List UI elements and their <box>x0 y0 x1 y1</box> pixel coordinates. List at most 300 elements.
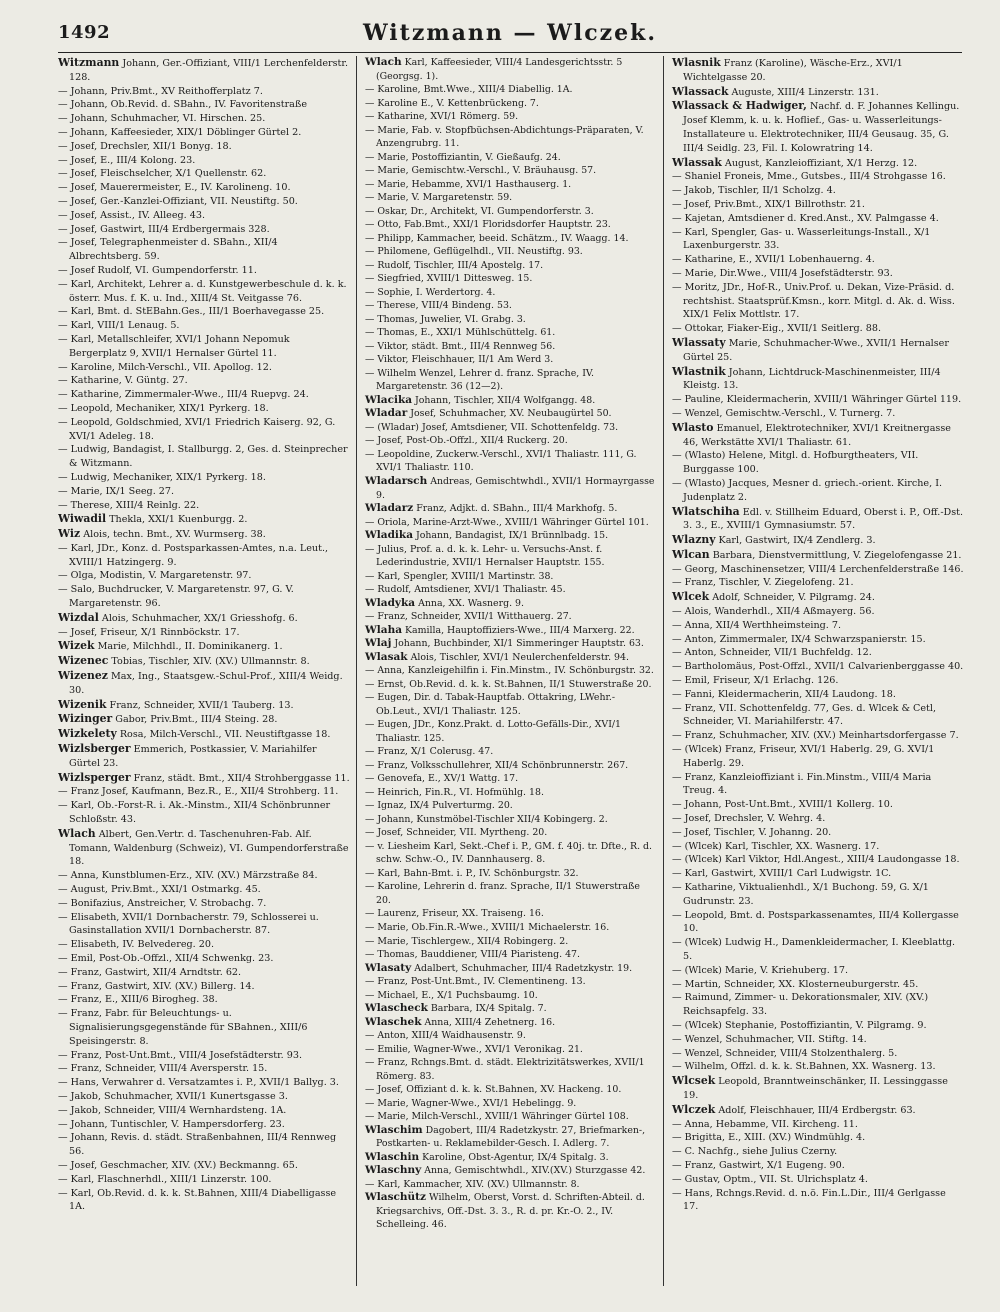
entry-text: — Jakob, Schneider, VIII/4 Wernhardsteng. 1A. <box>58 1104 287 1116</box>
entry-text: — Franz, E., XIII/6 Birogheg. 38. <box>58 994 218 1006</box>
directory-entry <box>58 305 350 319</box>
entry-text: — Marie, Fab. v. Stopfbüchsen-Abdichtungs-Präparaten, V. Anzengrubrg. 11. <box>365 124 644 150</box>
directory-entry <box>672 590 964 605</box>
directory-entry <box>58 209 350 223</box>
directory-entry <box>365 867 657 881</box>
entry-surname: Wlcek <box>672 590 710 604</box>
entry-text: Franz, Schneider, XVII/1 Tauberg. 13. <box>109 699 294 711</box>
directory-entry <box>58 319 350 333</box>
directory-entry <box>365 191 657 205</box>
entry-text: — Gustav, Optm., VII. St. Ulrichsplatz 4. <box>672 1173 868 1185</box>
entry-text: — Thomas, E., XXI/1 Mühlschüttelg. 61. <box>365 327 556 339</box>
entry-surname: Wlcan <box>672 547 710 561</box>
entry-surname: Wiz <box>58 527 81 541</box>
entry-text: — Emilie, Wagner-Wwe., XVI/1 Veronikag. 21. <box>365 1043 583 1055</box>
directory-entry <box>58 827 350 869</box>
page-header <box>58 20 962 54</box>
entry-text: Karl, Gastwirt, IX/4 Zendlerg. 3. <box>718 535 876 547</box>
directory-entry <box>672 421 964 450</box>
entry-text: — Karl, JDr., Konz. d. Postsparkassen-Amtes, n.a. Leut., XVIII/1 Hatzingerg. 9. <box>58 542 329 568</box>
entry-text: — Josef, Post-Ob.-Offzl., XII/4 Ruckerg. 20. <box>365 435 568 447</box>
directory-entry <box>58 712 350 727</box>
directory-entry <box>58 993 350 1007</box>
directory-entry <box>58 236 350 264</box>
entry-surname: Wladarz <box>365 502 414 515</box>
entry-text: — Philipp, Kammacher, beeid. Schätzm., IV. Waagg. 14. <box>365 232 629 244</box>
entry-text: — Franz, Rchngs.Bmt. d. städt. Elektrizitätswerkes, XVII/1 Römerg. 83. <box>365 1057 645 1082</box>
directory-entry <box>58 869 350 883</box>
directory-entry <box>365 759 657 773</box>
entry-text: — Bonifazius, Anstreicher, V. Strobachg. 7. <box>58 897 267 909</box>
entry-text: — Karl, Metallschleifer, XVI/1 Johann Nepomuk Bergerplatz 9, XVII/1 Hernalser Gürtel 11. <box>58 333 290 359</box>
entry-text: — (Wlasto) Jacques, Mesner d. griech.-orient. Kirche, I. Judenplatz 2. <box>672 477 943 503</box>
directory-entry <box>365 56 657 83</box>
directory-entry <box>58 98 350 112</box>
directory-entry <box>672 688 964 702</box>
entry-text: — Josef, Assist., IV. Alleeg. 43. <box>58 209 206 221</box>
entry-text: — Oskar, Dr., Architekt, VI. Gumpendorferstr. 3. <box>365 205 594 217</box>
entry-surname: Wizkelety <box>58 727 117 741</box>
entry-text: — Katharine, Viktualienhdl., X/1 Buchong. 59, G. X/1 Gudrunstr. 23. <box>672 882 929 907</box>
entry-text: — Franz, Post-Unt.Bmt., IV. Clementineng. 13. <box>365 976 586 988</box>
directory-entry <box>672 393 964 407</box>
entry-text: — August, Priv.Bmt., XXI/1 Ostmarkg. 45. <box>58 884 261 896</box>
entry-text: — Johann, Schuhmacher, VI. Hirschen. 25. <box>58 113 266 125</box>
entry-text: Anna, Gemischtwhdl., XIV.(XV.) Sturzgasse 42. <box>424 1165 646 1177</box>
entry-text: Tobias, Tischler, XIV. (XV.) Ullmannstr. 8. <box>111 656 310 668</box>
entry-text: — Raimund, Zimmer- u. Dekorationsmaler, XIV. (XV.) Reichsapfelg. 33. <box>672 992 929 1018</box>
directory-entry <box>672 1145 964 1159</box>
entry-text: — Josef, Schneider, VII. Myrtheng. 20. <box>365 827 548 839</box>
directory-entry <box>58 799 350 827</box>
directory-entry <box>58 181 350 195</box>
entry-surname: Wlaschütz <box>365 1191 426 1204</box>
entry-text: — Franz, Volksschullehrer, XII/4 Schönbrunnerstr. 267. <box>365 759 629 771</box>
entry-surname: Witzmann <box>58 56 120 69</box>
entry-text: — Karl, Architekt, Lehrer a. d. Kunstgewerbeschule d. k. k. österr. Mus. f. K. u. Ind., XIII/4 St. Veitgasse 76. <box>58 278 347 304</box>
directory-entry <box>365 475 657 502</box>
directory-entry <box>672 533 964 548</box>
directory-entry <box>365 407 657 421</box>
entry-text: Dagobert, III/4 Radetzkystr. 27, Briefmarken-, Postkarten- u. Reklamebilder-Gesch. I. Adlerg. 7. <box>376 1124 646 1150</box>
entry-text: — Marie, Milch-Verschl., XVIII/1 Währinger Gürtel 108. <box>365 1111 629 1123</box>
directory-entry <box>365 448 657 475</box>
directory-entry <box>365 178 657 192</box>
entry-text: — v. Liesheim Karl, Sekt.-Chef i. P., GM. f. 40j. tr. Dfte., R. d. schw. Schw.-O., IV. Dannhauserg. 8. <box>365 840 653 866</box>
entry-text: — Marie, Postoffiziantin, V. Gießaufg. 24. <box>365 151 561 163</box>
entry-surname: Wizenez <box>58 669 108 683</box>
directory-entry <box>365 164 657 178</box>
entry-text: — Anna, Hebamme, VII. Kircheng. 11. <box>672 1118 858 1130</box>
entry-text: — Karoline E., V. Kettenbrückeng. 7. <box>365 97 539 109</box>
entry-text: — Leopold, Goldschmied, XVI/1 Friedrich Kaiserg. 92, G. XVI/1 Adeleg. 18. <box>58 416 336 442</box>
directory-entry <box>58 1131 350 1159</box>
entry-text: — Otto, Fab.Bmt., XXI/1 Floridsdorfer Hauptstr. 23. <box>365 219 611 231</box>
directory-entry <box>672 936 964 964</box>
entry-text: — Franz, Gastwirt, XII/4 Arndtstr. 62. <box>58 966 242 978</box>
directory-entry <box>365 353 657 367</box>
entry-text: — Leopoldine, Zuckerw.-Verschl., XVI/1 Thaliastr. 111, G. XVI/1 Thaliastr. 110. <box>365 448 637 474</box>
entry-surname: Wladyka <box>365 596 416 609</box>
directory-entry <box>672 1118 964 1132</box>
directory-entry <box>365 313 657 327</box>
entry-text: Barbara, IX/4 Spitalg. 7. <box>430 1003 547 1015</box>
entry-text: — Thomas, Bauddiener, VIII/4 Piaristeng. 47. <box>365 949 580 961</box>
directory-entry <box>672 563 964 577</box>
entry-text: — Josef, Friseur, X/1 Rinnböckstr. 17. <box>58 626 240 638</box>
entry-surname: Wlassaty <box>672 335 726 349</box>
entry-text: — Heinrich, Fin.R., VI. Hofmühlg. 18. <box>365 786 544 798</box>
directory-entry <box>365 664 657 678</box>
entry-text: — Karl, Ob.Revid. d. k. k. St.Bahnen, XIII/4 Diabelligasse 1A. <box>58 1187 337 1213</box>
entry-text: — Viktor, städt. Bmt., III/4 Rennweg 56. <box>365 340 556 352</box>
entry-text: — Franz, Gastwirt, X/1 Eugeng. 90. <box>672 1159 845 1171</box>
directory-entry <box>672 964 964 978</box>
entry-text: — Emil, Friseur, X/1 Erlachg. 126. <box>672 675 839 687</box>
directory-entry <box>58 1062 350 1076</box>
directory-entry <box>365 97 657 111</box>
directory-entry <box>58 654 350 669</box>
entry-text: — Johann, Priv.Bmt., XV Reithofferplatz 7. <box>58 85 263 97</box>
directory-entry <box>672 867 964 881</box>
entry-text: — Ignaz, IX/4 Pulverturmg. 20. <box>365 800 513 812</box>
directory-entry <box>58 195 350 209</box>
entry-text: — Franz, Fabr. für Beleuchtungs- u. Signalisierungsgegenstände für SBahnen., XIII/6 Speisingerstr. 8. <box>58 1008 308 1047</box>
entry-text: — Josef, Drechsler, V. Wehrg. 4. <box>672 813 826 825</box>
entry-text: — Josef, Tischler, V. Johanng. 20. <box>672 826 832 838</box>
entry-text: Gabor, Priv.Bmt., III/4 Steing. 28. <box>115 714 278 726</box>
directory-entry <box>58 56 350 85</box>
entry-text: Alois, Tischler, XVI/1 Neulerchenfelderstr. 94. <box>410 651 629 663</box>
entry-text: Alois, Schuhmacher, XX/1 Griesshofg. 6. <box>101 612 298 624</box>
directory-entry <box>365 799 657 813</box>
entry-text: — Marie, Hebamme, XVI/1 Hasthauserg. 1. <box>365 178 572 190</box>
entry-text: August, Kanzleioffiziant, X/1 Herzg. 12. <box>724 157 918 169</box>
entry-text: — Franz, Tischler, V. Ziegelofeng. 21. <box>672 577 854 589</box>
directory-entry <box>672 267 964 281</box>
entry-text: Johann, Buchbinder, XI/1 Simmeringer Hauptstr. 63. <box>394 638 644 650</box>
entry-text: — Karl, Spengler, XVIII/1 Martinstr. 38. <box>365 570 554 582</box>
directory-entry <box>58 639 350 654</box>
directory-entry <box>58 542 350 570</box>
entry-surname: Wladarsch <box>365 474 428 487</box>
entry-text: Johann, Ger.-Offiziant, VIII/1 Lerchenfelderstr. 128. <box>69 58 348 83</box>
entry-text: Andreas, Gemischtwhdl., XVII/1 Hormayrgasse 9. <box>376 475 655 501</box>
entry-text: — Anton, Schneider, VII/1 Buchfeldg. 12. <box>672 647 872 659</box>
directory-entry <box>365 691 657 718</box>
directory-entry <box>58 154 350 168</box>
entry-text: Johann, Bandagist, IX/1 Brünnlbadg. 15. <box>415 530 609 542</box>
directory-entry <box>672 281 964 322</box>
entry-text: — Josef, Fleischselcher, X/1 Quellenstr. 62. <box>58 168 267 180</box>
directory-entry <box>672 184 964 198</box>
directory-entry <box>672 85 964 100</box>
entry-text: — Josef, Drechsler, XII/1 Bonyg. 18. <box>58 140 232 152</box>
entry-text: — Hans, Verwahrer d. Versatzamtes i. P., XVII/1 Ballyg. 3. <box>58 1077 339 1089</box>
entry-text: — Josef, Ger.-Kanzlei-Offiziant, VII. Neustiftg. 50. <box>58 195 298 207</box>
directory-entry <box>672 156 964 171</box>
directory-entry <box>365 1056 657 1083</box>
directory-entry <box>365 718 657 745</box>
directory-entry <box>672 826 964 840</box>
directory-entry <box>58 443 350 471</box>
column-right <box>663 56 970 1286</box>
entry-text: — Johann, Kunstmöbel-Tischler XII/4 Kobingerg. 2. <box>365 813 608 825</box>
entry-text: — Anton, XIII/4 Waidhausenstr. 9. <box>365 1030 526 1042</box>
directory-entry <box>365 570 657 584</box>
entry-text: — Johann, Ob.Revid. d. SBahn., IV. Favoritenstraße <box>58 99 307 111</box>
entry-surname: Wlcsek <box>672 1074 716 1088</box>
entry-text: — Wilhelm, Offzl. d. k. k. St.Bahnen, XX. Wasnerg. 13. <box>672 1061 936 1073</box>
directory-entry <box>672 991 964 1019</box>
directory-entry <box>672 646 964 660</box>
directory-entry <box>365 772 657 786</box>
entry-text: — Josef, Priv.Bmt., XIX/1 Billrothstr. 21. <box>672 198 865 210</box>
entry-text: — Viktor, Fleischhauer, II/1 Am Werd 3. <box>365 354 554 366</box>
entry-text: — Elisabeth, IV. Belvedereg. 20. <box>58 939 214 951</box>
entry-text: — Jakob, Schuhmacher, XVII/1 Kunertsgasse 3. <box>58 1090 288 1102</box>
entry-text: — Karl, Bahn-Bmt. i. P., IV. Schönburgstr. 32. <box>365 867 579 879</box>
directory-entry <box>672 798 964 812</box>
directory-entry <box>58 126 350 140</box>
entry-text: — Hans, Rchngs.Revid. d. n.ö. Fin.L.Dir., III/4 Gerlgasse 17. <box>672 1187 946 1213</box>
entry-text: Marie, Milchhdl., II. Dominikanerg. 1. <box>97 641 283 653</box>
directory-entry <box>58 512 350 527</box>
directory-entry <box>58 771 350 786</box>
directory-entry <box>365 245 657 259</box>
directory-entry <box>672 253 964 267</box>
entry-text: Edl. v. Stillheim Eduard, Oberst i. P., Off.-Dst. 3. 3., E., XVIII/1 Gymnasiumstr. 57. <box>683 506 964 532</box>
entry-text: — Eugen, JDr., Konz.Prakt. d. Lotto-Gefälls-Dir., XVI/1 Thaliastr. 125. <box>365 719 622 744</box>
entry-text: — Ottokar, Fiaker-Eig., XVII/1 Seitlerg. 88. <box>672 323 882 335</box>
entry-text: Johann, Tischler, XII/4 Wolfgangg. 48. <box>415 394 596 406</box>
directory-entry <box>58 85 350 99</box>
entry-surname: Wiwadil <box>58 512 107 526</box>
entry-text: — Oriola, Marine-Arzt-Wwe., XVIII/1 Währinger Gürtel 101. <box>365 516 649 528</box>
entry-text: — Sophie, I. Werdertorg. 4. <box>365 286 496 298</box>
directory-entry <box>672 619 964 633</box>
entry-text: — Karoline, Bmt.Wwe., XIII/4 Diabellig. 1A. <box>365 84 573 96</box>
directory-entry <box>365 232 657 246</box>
directory-entry <box>365 583 657 597</box>
entry-text: Franz, städt. Bmt., XII/4 Strohberggasse 11. <box>133 772 350 784</box>
entry-text: — (Wlcek) Stephanie, Postoffiziantin, V. Pilgramg. 9. <box>672 1019 927 1031</box>
directory-entry <box>58 966 350 980</box>
entry-text: — Franz, Schneider, VIII/4 Aversperstr. 15. <box>58 1063 268 1075</box>
entry-text: — Johann, Tuntischler, V. Hampersdorferg. 23. <box>58 1118 285 1130</box>
entry-surname: Wizdal <box>58 610 99 624</box>
directory-entry <box>365 286 657 300</box>
header-rule <box>58 52 962 53</box>
directory-entry <box>58 264 350 278</box>
directory-entry <box>672 853 964 867</box>
entry-text: — Rudolf, Amtsdiener, XVI/1 Thaliastr. 45. <box>365 584 566 596</box>
entry-text: — Leopold, Bmt. d. Postsparkassenamtes, III/4 Kollergasse 10. <box>672 909 959 935</box>
directory-entry <box>58 583 350 611</box>
entry-text: — Marie, Dir.Wwe., VIII/4 Josefstädterstr. 93. <box>672 267 893 279</box>
directory-entry <box>365 1124 657 1151</box>
directory-entry <box>672 1173 964 1187</box>
directory-entry <box>58 374 350 388</box>
entry-text: — Ludwig, Mechaniker, XIX/1 Pyrkerg. 18. <box>58 471 266 483</box>
entry-surname: Wlassak <box>672 155 722 169</box>
entry-text: — Alois, Wanderhdl., XII/4 Aßmayerg. 56. <box>672 606 875 618</box>
directory-entry <box>365 272 657 286</box>
entry-text: — Bartholomäus, Post-Offzl., XVII/1 Calvarienberggasse 40. <box>672 661 964 673</box>
directory-entry <box>365 745 657 759</box>
entry-text: — Karl, Spengler, Gas- u. Wasserleitungs-Install., X/1 Laxenburgerstr. 33. <box>672 226 931 252</box>
entry-surname: Wladika <box>365 529 413 542</box>
entry-text: Albert, Gen.Vertr. d. Taschenuhren-Fab. Alf. Tomann, Waldenburg (Schweiz), VI. Gumpendorferstraße 18. <box>69 828 349 868</box>
entry-text: Max, Ing., Staatsgew.-Schul-Prof., XIII/4 Weidg. 30. <box>69 671 343 696</box>
entry-surname: Wizlsperger <box>58 770 131 784</box>
directory-entry <box>365 637 657 651</box>
entry-text: — Karl, Flaschnerhdl., XIII/1 Linzerstr. 100. <box>58 1173 272 1185</box>
entry-text: — Karl, Bmt. d. StEBahn.Ges., III/1 Boerhavegasse 25. <box>58 306 325 318</box>
entry-text: — Therese, XIII/4 Reinlg. 22. <box>58 499 200 511</box>
directory-entry <box>365 218 657 232</box>
directory-entry <box>365 610 657 624</box>
directory-entry <box>365 529 657 543</box>
directory-entry <box>672 336 964 365</box>
directory-entry <box>672 548 964 563</box>
directory-entry <box>672 365 964 394</box>
entry-text: Nachf. d. F. Johannes Kellingu. Josef Klemm, k. u. k. Hoflief., Gas- u. Wasserleitungs-Installateure u. Elektrotechniker, III/4 Geusaug. 35, G. III/4 Seidlg. 23, Fil. I. Kolowratring 14. <box>683 101 960 154</box>
directory-entry <box>365 110 657 124</box>
directory-entry <box>672 198 964 212</box>
column-left <box>58 56 356 1286</box>
entry-text: — Josef, Offiziant d. k. k. St.Bahnen, XV. Hackeng. 10. <box>365 1084 622 1096</box>
entry-text: — C. Nachfg., siehe Julius Czerny. <box>672 1146 838 1158</box>
directory-entry <box>365 516 657 530</box>
entry-text: Franz (Karoline), Wäsche-Erz., XVI/1 Wichtelgasse 20. <box>683 58 903 83</box>
entry-surname: Wlaschin <box>365 1150 420 1163</box>
directory-entry <box>365 597 657 611</box>
entry-text: Barbara, Dienstvermittlung, V. Ziegelofengasse 21. <box>712 549 962 561</box>
entry-text: Thekla, XXI/1 Kuenburgg. 2. <box>109 514 248 526</box>
directory-entry <box>58 416 350 444</box>
entry-surname: Wlastnik <box>672 364 726 378</box>
directory-entry <box>365 1178 657 1192</box>
entry-surname: Wlach <box>365 56 402 68</box>
entry-text: — Wenzel, Schneider, VIII/4 Stolzenthalerg. 5. <box>672 1047 898 1059</box>
entry-text: Emanuel, Elektrotechniker, XVI/1 Kreitnergasse 46, Werkstätte XVI/1 Thaliastr. 61. <box>683 422 951 448</box>
directory-entry <box>365 1191 657 1232</box>
directory-entry <box>58 527 350 542</box>
entry-text: Wilhelm, Oberst, Vorst. d. Schriften-Abteil. d. Kriegsarchivs, Off.-Dst. 3. 3., R. d. pr. Kr.-O. 2., IV. Schelleing. 46. <box>376 1192 645 1231</box>
entry-text: — Josef, Geschmacher, XIV. (XV.) Beckmanng. 65. <box>58 1159 298 1171</box>
entry-surname: Wlaha <box>365 623 403 636</box>
entry-text: — Josef, E., III/4 Kolong. 23. <box>58 154 196 166</box>
entry-text: — Emil, Post-Ob.-Offzl., XII/4 Schwenkg. 23. <box>58 953 274 964</box>
entry-text: — Marie, Gemischtw.-Verschl., V. Bräuhausg. 57. <box>365 165 597 177</box>
entry-surname: Wlacika <box>365 393 413 406</box>
entry-text: — Olga, Modistin, V. Margaretenstr. 97. <box>58 570 252 582</box>
directory-entry <box>58 938 350 952</box>
entry-text: Adolf, Schneider, V. Pilgramg. 24. <box>712 592 875 604</box>
directory-entry <box>365 880 657 907</box>
directory-entry <box>365 340 657 354</box>
entry-text: — Leopold, Mechaniker, XIX/1 Pyrkerg. 18. <box>58 402 269 414</box>
entry-text: Franz, Adjkt. d. SBahn., III/4 Markhofg. 5. <box>416 503 618 515</box>
entry-text: — Josef, Gastwirt, III/4 Erdbergermais 328. <box>58 223 270 235</box>
directory-entry <box>365 421 657 435</box>
directory-entry <box>58 980 350 994</box>
entry-surname: Wlasak <box>365 650 408 663</box>
directory-entry <box>365 124 657 151</box>
entry-text: Josef, Schuhmacher, XV. Neubaugürtel 50. <box>410 408 612 420</box>
directory-entry <box>58 167 350 181</box>
entry-text: — Anton, Zimmermaler, IX/4 Schwarzspanierstr. 15. <box>672 633 926 645</box>
entry-text: — Katharine, E., XVII/1 Lobenhauerng. 4. <box>672 254 875 266</box>
directory-entry <box>672 1033 964 1047</box>
entry-text: — Franz, Gastwirt, XIV. (XV.) Billerg. 14. <box>58 980 255 992</box>
directory-entry <box>365 1164 657 1178</box>
entry-text: — Wenzel, Gemischtw.-Verschl., V. Turnerg. 7. <box>672 407 896 419</box>
directory-entry <box>58 1049 350 1063</box>
directory-entry <box>672 56 964 85</box>
directory-entry <box>365 205 657 219</box>
entry-surname: Wlach <box>58 826 96 840</box>
directory-entry <box>58 333 350 361</box>
directory-entry <box>58 669 350 698</box>
entry-text: — (Wlcek) Marie, V. Kriehuberg. 17. <box>672 964 849 976</box>
entry-text: — Marie, IX/1 Seeg. 27. <box>58 485 175 497</box>
directory-entry <box>58 471 350 485</box>
directory-entry <box>58 1104 350 1118</box>
directory-entry <box>365 1151 657 1165</box>
entry-text: — Jakob, Tischler, II/1 Scholzg. 4. <box>672 185 836 197</box>
entry-text: Leopold, Branntweinschänker, II. Lessinggasse 19. <box>683 1076 948 1101</box>
entry-text: Auguste, XIII/4 Linzerstr. 131. <box>731 86 879 98</box>
entry-text: — Franz, Schuhmacher, XIV. (XV.) Meinhartsdorfergasse 7. <box>672 730 959 742</box>
directory-entry <box>365 83 657 97</box>
entry-surname: Wizenec <box>58 654 109 668</box>
entry-text: — Katharine, XVI/1 Römerg. 59. <box>365 111 519 123</box>
entry-text: Kamilla, Hauptoffiziers-Wwe., III/4 Marxerg. 22. <box>405 624 635 636</box>
directory-entry <box>58 1187 350 1215</box>
entry-text: — Karl, Ob.-Forst-R. i. Ak.-Minstm., XII/4 Schönbrunner Schloßstr. 43. <box>58 800 331 826</box>
entry-text: — Moritz, JDr., Hof-R., Univ.Prof. u. Dekan, Vize-Präsid. d. rechtshist. Staatsprüf.Kmsn., korr. Mitgl. d. Ak. d. Wiss. XIX/1 Felix Mottlstr. 17. <box>672 281 955 321</box>
entry-text: — Laurenz, Friseur, XX. Traiseng. 16. <box>365 908 544 920</box>
directory-entry <box>365 326 657 340</box>
entry-text: — Josef, Mauerermeister, E., IV. Karolineng. 10. <box>58 182 291 194</box>
entry-text: — Franz, Kanzleioffiziant i. Fin.Minstm., VIII/4 Maria Treug. 4. <box>672 771 932 797</box>
directory-entry <box>672 729 964 743</box>
entry-text: — Marie, Ob.Fin.R.-Wwe., XVIII/1 Michaelerstr. 16. <box>365 922 610 933</box>
entry-text: — Shaniel Froneis, Mme., Gutsbes., III/4 Strohgasse 16. <box>672 171 946 183</box>
directory-entry <box>672 576 964 590</box>
directory-entry <box>672 322 964 336</box>
directory-entry <box>365 543 657 570</box>
entry-text: — Siegfried, XVIII/1 Dittesweg. 15. <box>365 273 533 285</box>
entry-text: — Johann, Kaffeesieder, XIX/1 Döblinger Gürtel 2. <box>58 126 302 138</box>
directory-entry <box>365 1029 657 1043</box>
directory-entry <box>672 212 964 226</box>
entry-text: — Karl, Gastwirt, XVIII/1 Carl Ludwigstr. 1C. <box>672 868 892 880</box>
directory-entry <box>58 112 350 126</box>
entry-text: — Fanni, Kleidermacherin, XII/4 Laudong. 18. <box>672 688 896 700</box>
directory-entry <box>365 434 657 448</box>
directory-entry <box>672 226 964 254</box>
directory-entry <box>672 1019 964 1033</box>
directory-entry <box>58 278 350 306</box>
entry-surname: Wlazny <box>672 533 716 547</box>
directory-entry <box>672 909 964 937</box>
entry-text: Rosa, Milch-Verschl., VII. Neustiftgasse 18. <box>119 729 331 741</box>
entry-text: — Franz, VII. Schottenfeldg. 77, Ges. d. Wlcek & Cetl, Schneider, VI. Mariahilferstr. 47. <box>672 702 937 728</box>
directory-entry <box>365 975 657 989</box>
